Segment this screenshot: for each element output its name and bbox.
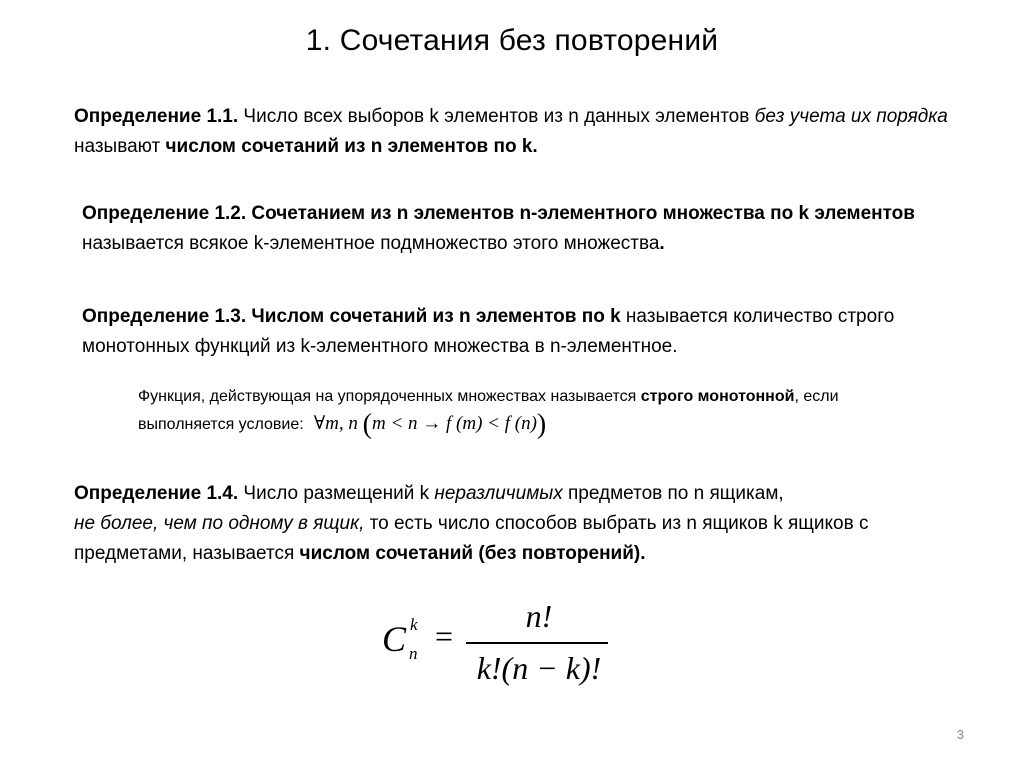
open-paren: ( xyxy=(362,409,372,440)
page-number: 3 xyxy=(956,727,964,742)
definition-italic: без учета их порядка xyxy=(754,106,948,127)
slide-title: 1. Сочетания без повторений xyxy=(305,24,719,57)
definition-label: Определение 1.4. xyxy=(74,483,239,504)
note-text: Функция, действующая на упорядоченных множествах называется xyxy=(138,388,641,405)
definition-1-3 xyxy=(82,302,982,362)
definition-text: предметов по n ящикам, xyxy=(562,483,784,504)
definition-label: Определение 1.3. Числом сочетаний из n элементов по k xyxy=(82,306,621,327)
monotonic-function-note xyxy=(138,383,898,438)
definition-italic: неразличимых xyxy=(434,483,563,504)
definition-text: называют xyxy=(74,136,166,157)
definition-1-1 xyxy=(74,102,964,162)
note-text: , если выполняется условие: xyxy=(138,388,839,433)
forall-quantifier: ∀m, n xyxy=(313,413,358,434)
definition-text: называется всякое k-элементное подмножество этого множества xyxy=(82,233,660,254)
formula-subscript: n xyxy=(409,644,418,663)
formula-symbol: C xyxy=(382,619,407,659)
monotonic-condition xyxy=(313,409,547,440)
definition-end: . xyxy=(659,233,665,254)
definition-1-4 xyxy=(74,479,974,569)
definition-text: называется количество строго монотонных функций из k-элементного множества в n-элементное. xyxy=(82,306,895,357)
formula-denominator: k!(n − k)! xyxy=(476,650,602,686)
definition-text: Число размещений k xyxy=(238,483,435,504)
definition-italic: не более, чем по одному в ящик, xyxy=(74,513,365,534)
definition-label: Определение 1.2. Сочетанием из n элементов n-элементного множества по k элементов xyxy=(82,203,915,224)
definition-text: то есть число способов выбрать из n ящиков k ящиков с предметами, называется xyxy=(74,513,869,564)
formula-numerator: n! xyxy=(525,598,553,634)
definition-label: Определение 1.1. xyxy=(74,106,239,127)
definition-term: числом сочетаний (без повторений). xyxy=(299,543,646,564)
formula-equals: = xyxy=(435,618,454,654)
fraction-bar xyxy=(466,642,608,644)
definition-term: числом сочетаний из n элементов по k. xyxy=(165,136,538,157)
definition-text: Число всех выборов k элементов из n данных элементов xyxy=(238,106,755,127)
definition-1-2 xyxy=(82,199,972,259)
note-term: строго монотонной xyxy=(640,388,795,405)
formula-superscript: k xyxy=(410,615,418,634)
close-paren: ) xyxy=(536,409,547,440)
combinations-formula xyxy=(382,598,632,698)
condition-body: m < n → f (m) < f (n) xyxy=(371,413,537,434)
